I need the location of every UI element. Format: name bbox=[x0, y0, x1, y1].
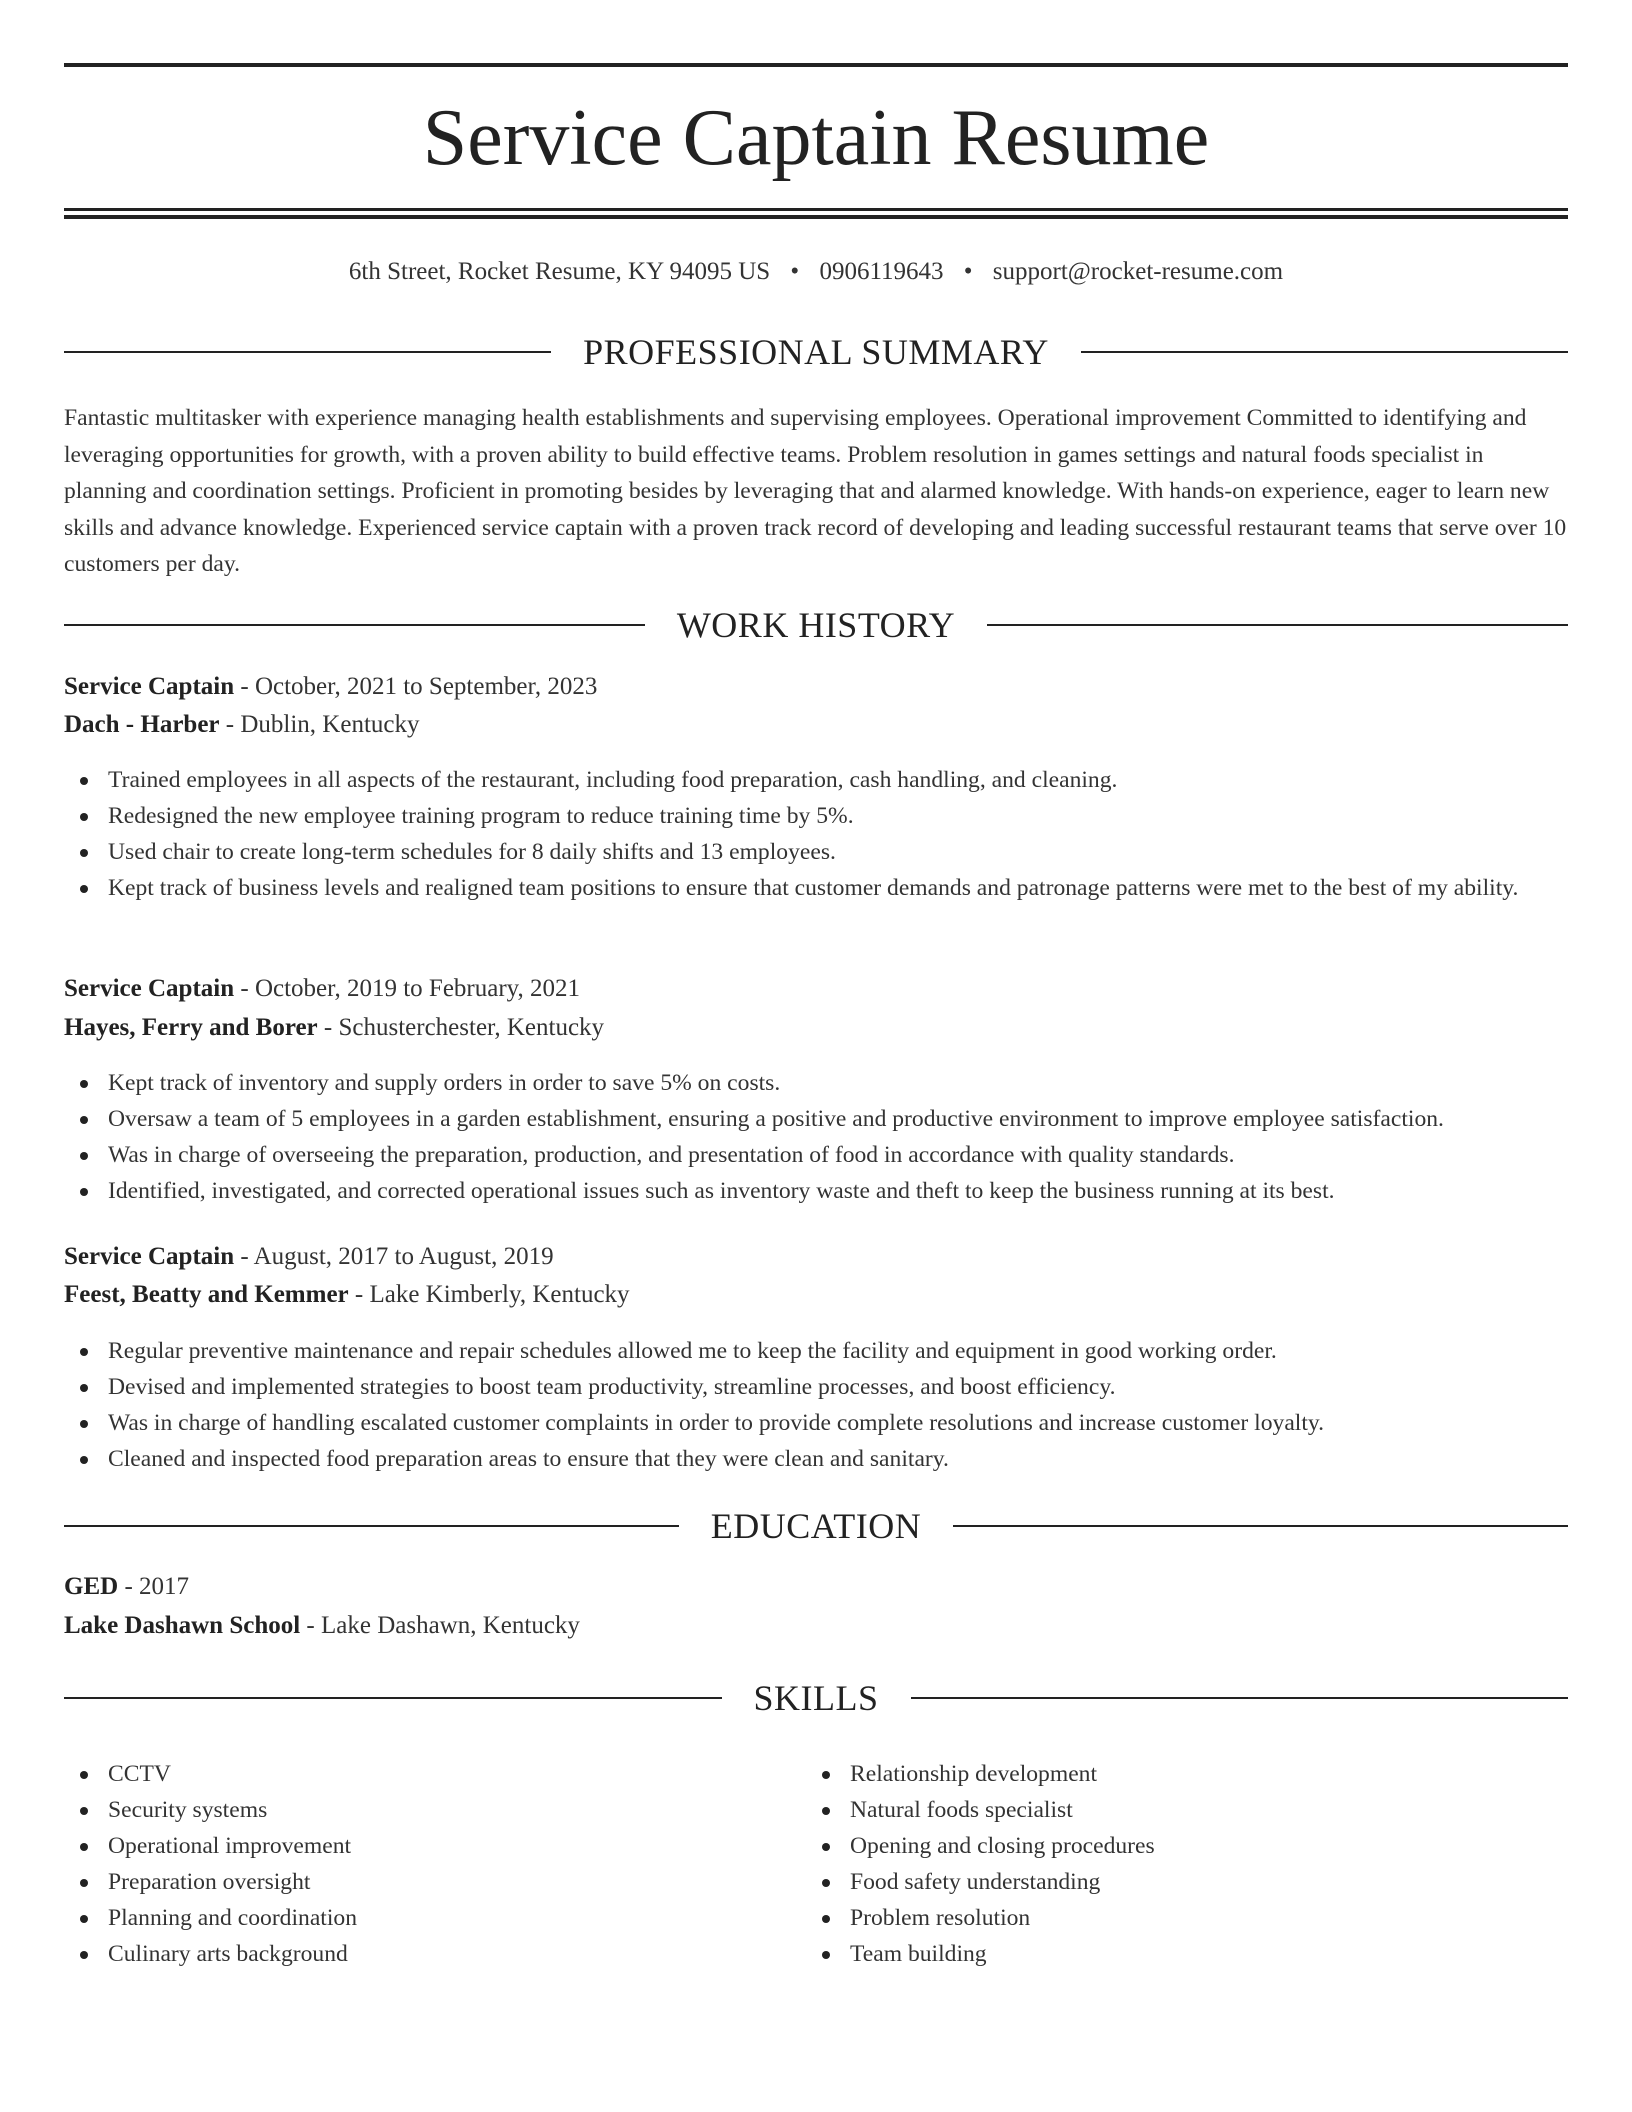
bullet-text: Identified, investigated, and corrected operational issues such as inventory waste and theft to keep the business running at its best. bbox=[108, 1178, 1335, 1204]
bullet-icon bbox=[80, 1951, 88, 1959]
job-title: Service Captain bbox=[64, 975, 235, 1002]
list-item bbox=[64, 1441, 1568, 1477]
education-location: - Lake Dashawn, Kentucky bbox=[300, 1612, 580, 1639]
divider-line bbox=[64, 1525, 679, 1527]
list-item bbox=[64, 1173, 1568, 1209]
job-company-line bbox=[64, 706, 1568, 744]
divider-line bbox=[64, 624, 645, 626]
list-item bbox=[64, 834, 1568, 870]
bullet-icon bbox=[80, 777, 88, 785]
education-school-line bbox=[64, 1607, 1568, 1645]
bullet-icon bbox=[80, 1456, 88, 1464]
job-bullet-list bbox=[64, 1333, 1568, 1477]
skill-text: Problem resolution bbox=[850, 1905, 1031, 1931]
job-location: - Lake Kimberly, Kentucky bbox=[348, 1281, 630, 1308]
contact-separator: • bbox=[963, 258, 973, 285]
skill-text: Operational improvement bbox=[108, 1833, 352, 1859]
skills-list bbox=[806, 1756, 1632, 1972]
list-item bbox=[806, 1900, 1632, 1936]
bullet-text: Used chair to create long-term schedules for 8 daily shifts and 13 employees. bbox=[108, 839, 836, 865]
section-heading-summary bbox=[64, 330, 1568, 374]
page-title: Service Captain Resume bbox=[422, 94, 1210, 182]
skill-text: CCTV bbox=[108, 1761, 171, 1787]
bullet-icon bbox=[80, 1348, 88, 1356]
bullet-icon bbox=[80, 885, 88, 893]
skill-text: Relationship development bbox=[850, 1761, 1098, 1787]
bullet-icon bbox=[80, 1879, 88, 1887]
job-title-line bbox=[64, 970, 1568, 1008]
bullet-icon bbox=[80, 1152, 88, 1160]
bullet-icon bbox=[80, 1843, 88, 1851]
bullet-text: Cleaned and inspected food preparation areas to ensure that they were clean and sanitary. bbox=[108, 1446, 949, 1472]
job-company: Hayes, Ferry and Borer bbox=[64, 1014, 318, 1041]
bullet-text: Trained employees in all aspects of the restaurant, including food preparation, cash handling, and cleaning. bbox=[108, 767, 1118, 793]
contact-email: support@rocket-resume.com bbox=[992, 258, 1284, 285]
divider-line bbox=[64, 351, 551, 353]
list-item bbox=[806, 1792, 1632, 1828]
skill-text: Food safety understanding bbox=[850, 1869, 1101, 1895]
bullet-icon bbox=[80, 1915, 88, 1923]
skill-text: Preparation oversight bbox=[108, 1869, 311, 1895]
bullet-icon bbox=[80, 813, 88, 821]
section-heading-label: WORK HISTORY bbox=[676, 605, 956, 645]
top-rule bbox=[64, 63, 1568, 67]
section-heading-label: EDUCATION bbox=[710, 1506, 922, 1546]
divider-line bbox=[953, 1525, 1568, 1527]
list-item bbox=[806, 1936, 1632, 1972]
section-heading-work-history bbox=[64, 603, 1568, 647]
contact-separator: • bbox=[790, 258, 800, 285]
job-company-line bbox=[64, 1276, 1568, 1314]
bullet-icon bbox=[822, 1915, 830, 1923]
list-item bbox=[806, 1828, 1632, 1864]
bullet-text: Was in charge of overseeing the preparation, production, and presentation of food in accordance with quality standards. bbox=[108, 1142, 1235, 1168]
bullet-text: Oversaw a team of 5 employees in a garden establishment, ensuring a positive and productive environment to improve employee satisfaction. bbox=[108, 1106, 1444, 1132]
bullet-icon bbox=[80, 1188, 88, 1196]
bullet-text: Redesigned the new employee training program to reduce training time by 5%. bbox=[108, 803, 854, 829]
skill-text: Planning and coordination bbox=[108, 1905, 358, 1931]
bullet-icon bbox=[80, 1080, 88, 1088]
job-bullet-list bbox=[64, 1065, 1568, 1209]
job-title: Service Captain bbox=[64, 673, 235, 700]
bullet-text: Kept track of business levels and realigned team positions to ensure that customer demands and patronage patterns were met to the best of my ability. bbox=[108, 875, 1519, 901]
job-location: - Schusterchester, Kentucky bbox=[317, 1014, 605, 1041]
divider-line bbox=[1081, 351, 1568, 353]
section-heading-education bbox=[64, 1504, 1568, 1548]
education-degree: GED bbox=[64, 1573, 119, 1600]
bullet-icon bbox=[822, 1771, 830, 1779]
contact-address: 6th Street, Rocket Resume, KY 94095 US bbox=[348, 258, 771, 285]
job-title-line bbox=[64, 668, 1568, 706]
list-item bbox=[64, 1405, 1568, 1441]
divider-line bbox=[911, 1697, 1569, 1699]
list-item bbox=[806, 1756, 1632, 1792]
bullet-icon bbox=[822, 1843, 830, 1851]
job-bullet-list bbox=[64, 762, 1568, 906]
job-company: Dach - Harber bbox=[64, 711, 220, 738]
education-school: Lake Dashawn School bbox=[64, 1612, 301, 1639]
list-item bbox=[64, 1333, 1568, 1369]
divider-line bbox=[987, 624, 1568, 626]
contact-phone: 0906119643 bbox=[819, 258, 944, 285]
job-location: - Dublin, Kentucky bbox=[219, 711, 420, 738]
education-year: - 2017 bbox=[118, 1573, 190, 1600]
education-degree-line bbox=[64, 1568, 1568, 1606]
skill-text: Security systems bbox=[108, 1797, 268, 1823]
skill-text: Natural foods specialist bbox=[850, 1797, 1073, 1823]
job-dates: - October, 2021 to September, 2023 bbox=[234, 673, 598, 700]
bullet-text: Devised and implemented strategies to boost team productivity, streamline processes, and boost efficiency. bbox=[108, 1374, 1116, 1400]
list-item bbox=[64, 1137, 1568, 1173]
bullet-icon bbox=[822, 1951, 830, 1959]
bullet-text: Kept track of inventory and supply orders in order to save 5% on costs. bbox=[108, 1070, 781, 1096]
list-item bbox=[64, 798, 1568, 834]
job-company: Feest, Beatty and Kemmer bbox=[64, 1281, 349, 1308]
bullet-icon bbox=[80, 1116, 88, 1124]
bullet-icon bbox=[822, 1807, 830, 1815]
summary-text: Fantastic multitasker with experience managing health establishments and supervising employees. Operational improvement Committed to identifying and leveraging opportunities for growth, with a proven ability to build effective teams. Problem resolution in games settings and natural foods specialist in planning and coordination settings. Proficient in promoting besides by leveraging that and alarmed knowledge. With hands-on experience, eager to learn new skills and advance knowledge. Experienced service captain with a proven track record of developing and leading successful restaurant teams that serve over 10 customers per day. bbox=[64, 405, 1567, 578]
job-company-line bbox=[64, 1009, 1568, 1047]
title-double-rule bbox=[64, 208, 1568, 219]
bullet-icon bbox=[80, 1807, 88, 1815]
job-dates: - August, 2017 to August, 2019 bbox=[234, 1243, 554, 1270]
bullet-icon bbox=[80, 1384, 88, 1392]
bullet-icon bbox=[80, 1420, 88, 1428]
list-item bbox=[64, 762, 1568, 798]
list-item bbox=[64, 1101, 1568, 1137]
divider-line bbox=[64, 1697, 722, 1699]
job-dates: - October, 2019 to February, 2021 bbox=[234, 975, 581, 1002]
job-title: Service Captain bbox=[64, 1243, 235, 1270]
bullet-icon bbox=[80, 1771, 88, 1779]
section-heading-label: PROFESSIONAL SUMMARY bbox=[583, 332, 1049, 372]
skill-text: Culinary arts background bbox=[108, 1941, 348, 1967]
list-item bbox=[806, 1864, 1632, 1900]
list-item bbox=[64, 870, 1568, 906]
skill-text: Team building bbox=[850, 1941, 987, 1967]
list-item bbox=[64, 1369, 1568, 1405]
bullet-icon bbox=[80, 849, 88, 857]
bullet-icon bbox=[822, 1879, 830, 1887]
contact-line bbox=[64, 252, 1568, 292]
job-title-line bbox=[64, 1238, 1568, 1276]
section-heading-skills bbox=[64, 1676, 1568, 1720]
skill-text: Opening and closing procedures bbox=[850, 1833, 1155, 1859]
list-item bbox=[64, 1065, 1568, 1101]
bullet-text: Regular preventive maintenance and repair schedules allowed me to keep the facility and equipment in good working order. bbox=[108, 1338, 1277, 1364]
section-heading-label: SKILLS bbox=[753, 1678, 879, 1718]
bullet-text: Was in charge of handling escalated customer complaints in order to provide complete resolutions and increase customer loyalty. bbox=[108, 1410, 1325, 1436]
